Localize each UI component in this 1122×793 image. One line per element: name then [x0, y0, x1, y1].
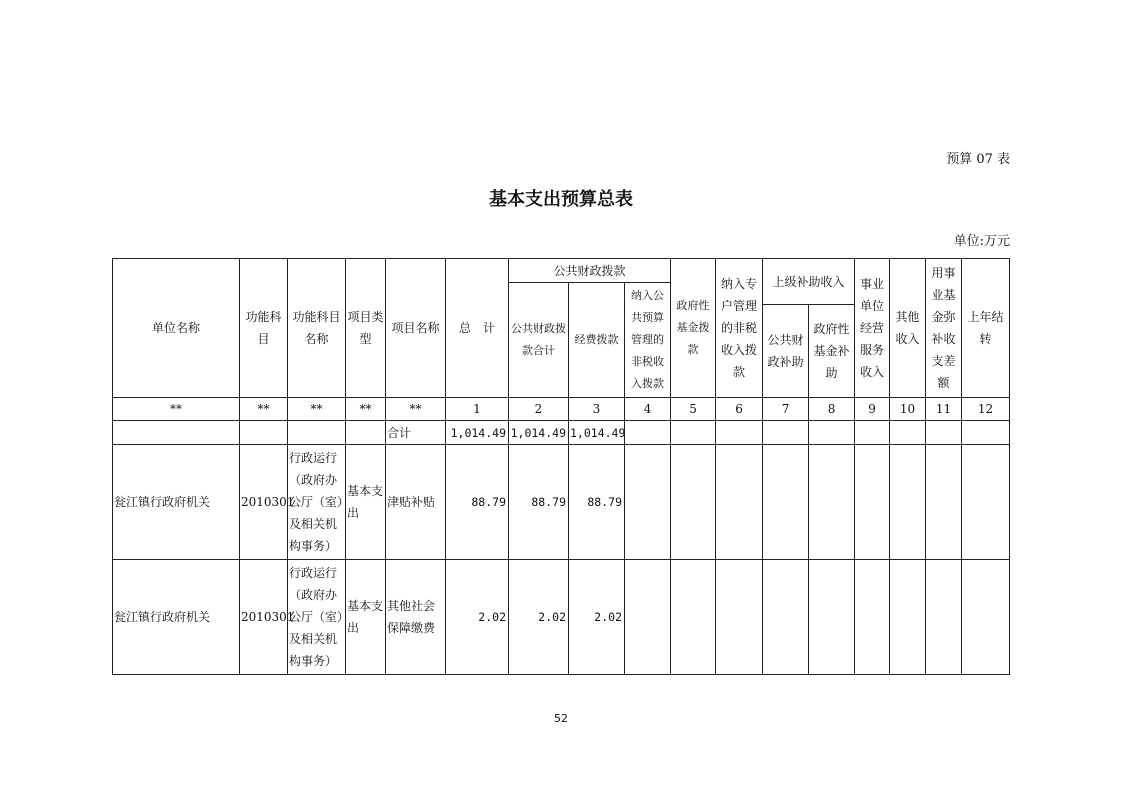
index-cell: 7: [763, 398, 809, 421]
unit-label: 单位:万元: [953, 234, 1010, 249]
row-item-type: 基本支出: [346, 560, 386, 675]
index-cell: 8: [809, 398, 855, 421]
table-cell: [240, 421, 288, 445]
row-unit-name: 瓮江镇行政府机关: [113, 560, 240, 675]
table-cell: [962, 560, 1010, 675]
table-cell: [716, 560, 763, 675]
header-gov-fund: 政府性基金拨款: [671, 259, 716, 398]
index-cell: 6: [716, 398, 763, 421]
table-cell: [890, 421, 926, 445]
header-public-finance-total: 公共财政拨款合计: [509, 283, 569, 398]
table-cell: [926, 445, 962, 560]
table-cell: [926, 421, 962, 445]
header-operating-funds: 经费拨款: [569, 283, 625, 398]
index-cell: 12: [962, 398, 1010, 421]
index-cell: 1: [446, 398, 509, 421]
header-nontax-in-budget: 纳入公共预算管理的非税收入拨款: [625, 283, 671, 398]
row-operating-funds: 2.02: [569, 560, 625, 675]
table-cell: [855, 445, 890, 560]
table-cell: [625, 421, 671, 445]
budget-table: [112, 258, 1010, 675]
header-func-name: 功能科目名称: [288, 259, 346, 398]
row-public-finance-total: 2.02: [509, 560, 569, 675]
header-prior-carryover: 上年结转: [962, 259, 1010, 398]
table-cell: [671, 445, 716, 560]
index-cell: **: [346, 398, 386, 421]
header-func-code: 功能科目: [240, 259, 288, 398]
table-cell: [809, 421, 855, 445]
row-total: 2.02: [446, 560, 509, 675]
summary-label: 合计: [386, 421, 446, 445]
table-cell: [716, 445, 763, 560]
row-unit-name: 瓮江镇行政府机关: [113, 445, 240, 560]
table-cell: [809, 560, 855, 675]
table-cell: [809, 445, 855, 560]
table-cell: [962, 445, 1010, 560]
table-cell: [962, 421, 1010, 445]
page-number: 52: [554, 712, 568, 725]
index-cell: 9: [855, 398, 890, 421]
header-superior-subsidy: 上级补助收入: [763, 259, 855, 305]
header-row-1: [113, 259, 1010, 283]
index-row: [113, 398, 1010, 421]
table-cell: [671, 421, 716, 445]
row-item-name: 津贴补贴: [386, 445, 446, 560]
index-cell: **: [288, 398, 346, 421]
summary-public-finance-total: 1,014.49: [509, 421, 569, 445]
form-number: 预算 07 表: [946, 152, 1010, 167]
table-cell: [890, 445, 926, 560]
table-cell: [625, 445, 671, 560]
header-public-finance-subsidy: 公共财政补助: [763, 305, 809, 398]
summary-row: [113, 421, 1010, 445]
header-other-income: 其他收入: [890, 259, 926, 398]
index-cell: 10: [890, 398, 926, 421]
row-total: 88.79: [446, 445, 509, 560]
table-cell: [890, 560, 926, 675]
header-item-type: 项目类型: [346, 259, 386, 398]
table-cell: [288, 421, 346, 445]
summary-operating-funds: 1,014.49: [569, 421, 625, 445]
summary-total: 1,014.49: [446, 421, 509, 445]
row-item-name: 其他社会保障缴费: [386, 560, 446, 675]
index-cell: 2: [509, 398, 569, 421]
header-fund-supplement: 用事业基金弥补收支差额: [926, 259, 962, 398]
header-item-name: 项目名称: [386, 259, 446, 398]
row-func-code: 2010301: [240, 560, 288, 675]
index-cell: 3: [569, 398, 625, 421]
row-func-name: 行政运行（政府办公厅（室）及相关机构事务）: [288, 445, 346, 560]
index-cell: **: [113, 398, 240, 421]
header-public-finance: 公共财政拨款: [509, 259, 671, 283]
index-cell: **: [386, 398, 446, 421]
row-func-code: 2010301: [240, 445, 288, 560]
header-gov-fund-subsidy: 政府性基金补助: [809, 305, 855, 398]
header-total: 总 计: [446, 259, 509, 398]
table-cell: [763, 421, 809, 445]
index-cell: 4: [625, 398, 671, 421]
row-item-type: 基本支出: [346, 445, 386, 560]
header-nontax-special: 纳入专户管理的非税收入拨款: [716, 259, 763, 398]
table-cell: [855, 560, 890, 675]
index-cell: 11: [926, 398, 962, 421]
index-cell: 5: [671, 398, 716, 421]
row-public-finance-total: 88.79: [509, 445, 569, 560]
header-unit-name: 单位名称: [113, 259, 240, 398]
table-cell: [855, 421, 890, 445]
row-operating-funds: 88.79: [569, 445, 625, 560]
table-cell: [625, 560, 671, 675]
table-cell: [716, 421, 763, 445]
table-cell: [113, 421, 240, 445]
table-row: [113, 445, 1010, 560]
table-cell: [763, 560, 809, 675]
page-title: 基本支出预算总表: [489, 189, 633, 210]
table-cell: [346, 421, 386, 445]
table-row: [113, 560, 1010, 675]
row-func-name: 行政运行（政府办公厅（室）及相关机构事务）: [288, 560, 346, 675]
index-cell: **: [240, 398, 288, 421]
table-cell: [671, 560, 716, 675]
header-business-income: 事业单位经营服务收入: [855, 259, 890, 398]
table-cell: [763, 445, 809, 560]
table-cell: [926, 560, 962, 675]
